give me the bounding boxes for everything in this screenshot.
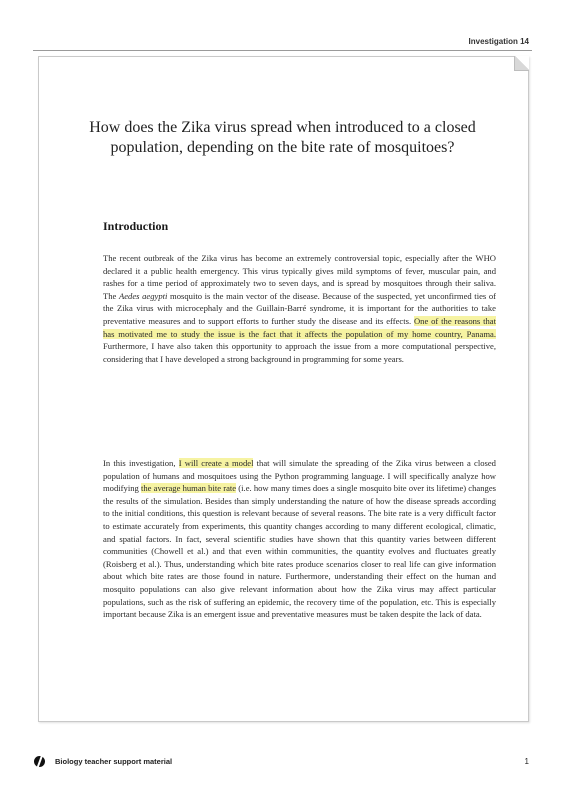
text-run: In this investigation,: [103, 458, 179, 468]
ib-logo-icon: [34, 756, 45, 767]
section-heading: Introduction: [103, 219, 169, 233]
intro-paragraph-1: [103, 252, 496, 365]
text-run: (i.e. how many times does a single mosquito bite over its lifetime) changes the results of the simulation. Besides than simply understanding the nature of how the disease spreads according to the initial conditions, this question is relevant because of several reasons. The bite rate is a very difficult factor to estimate accurately from experiments, this quantity changes according to many different ecological, climatic, and spatial factors. In fact, several scientific studies have shown that this quantity varies between different communities (Chowell et al.) and that even within communities, the quantity evolves and fluctuates greatly (Roisberg et al.). Thus, understanding which bite rates produce scenarios closer to real life can give information about which bite rates are those found in nature. Furthermore, understanding their effect on the human and mosquito populations can also give relevant information about how the Zika virus may affect particular populations, such as the risk of suffering an epidemic, the recovery time of the population, etc. This is especially important because Zika is an emergent issue and preventative measures must be taken despite the lack of data.: [103, 483, 496, 620]
page-title: How does the Zika virus spread when introduced to a closed population, depending on the bite rate of mosquitoes?: [89, 119, 476, 156]
highlighted-text: the average human bite rate: [141, 483, 237, 494]
header-label: Investigation 14: [468, 37, 529, 46]
text-run: that will simulate the spreading of the Zika virus between a closed population of humans and mosquitoes using the Python programming language. I will specifically analyze how modifying: [103, 458, 496, 494]
page-number: 1: [524, 757, 529, 766]
footer-label: Biology teacher support material: [55, 757, 173, 766]
species-name: Aedes aegypti: [118, 290, 168, 301]
highlighted-text: One of the reasons that has motivated me to study the issue is the fact that it affects the population of my home country, Panama.: [103, 315, 496, 339]
text-run: mosquito is the main vector of the disease. Because of the suspected, yet unconfirmed ties of the Zika virus with microcephaly and the Guillain-Barré syndrome, it is important for the authorities to take preventative measures and to support efforts to further study the disease and its effects.: [103, 290, 497, 326]
header-divider: [33, 50, 532, 51]
text-run: Furthermore, I have also taken this opportunity to approach the issue from a more computational perspective, considering that I have developed a strong background in programming for some years.: [103, 341, 496, 364]
document-content: [38, 56, 527, 720]
text-run: The recent outbreak of the Zika virus has become an extremely controversial topic, especially after the WHO declared it a public health emergency. This virus typically gives mild symptoms of fever, muscular pain, and rashes for a time period of approximately two to seven days, and is spread by mosquitoes through their saliva. The: [103, 253, 496, 301]
highlighted-text: I will create a model: [178, 458, 254, 468]
intro-paragraph-2: [103, 457, 496, 621]
